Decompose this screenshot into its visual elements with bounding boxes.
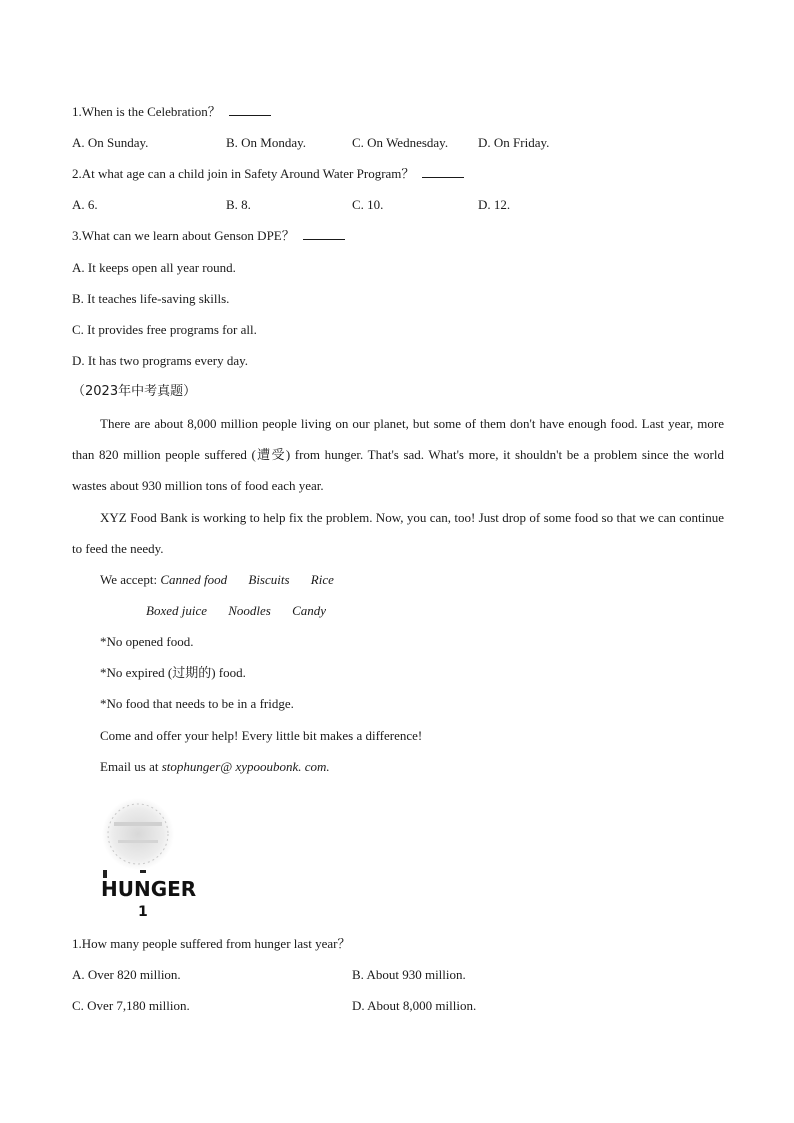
rule-no-expired: *No expired (过期的) food. bbox=[100, 665, 246, 680]
question-1-option-d: D. On Friday. bbox=[478, 135, 550, 150]
rule-no-fridge: *No food that needs to be in a fridge. bbox=[100, 696, 294, 711]
paragraph-1-text: There are about 8,000 million people living on our planet, but some of them don't have enough food. Last year, more than 820 million people suffered (遭受) from hunger. That's sad. What's more, it shouldn't be a problem since the world wastes about 930 million tons of food each year. bbox=[72, 416, 724, 493]
logo-circle bbox=[102, 798, 174, 870]
accept-item: Canned food bbox=[160, 572, 228, 587]
accept-item: Rice bbox=[310, 572, 334, 587]
accept-label: We accept: bbox=[100, 572, 158, 587]
email-line bbox=[100, 758, 330, 776]
accept-list-row-1 bbox=[100, 571, 334, 589]
question-3-option-c: C. It provides free programs for all. bbox=[72, 322, 257, 337]
rule-no-opened: *No opened food. bbox=[100, 634, 194, 649]
logo-subtext: 1 bbox=[138, 904, 148, 920]
question-3-option-a: A. It keeps open all year round. bbox=[72, 260, 236, 275]
question-2-option-d: D. 12. bbox=[478, 197, 511, 212]
hunger-logo-graphic bbox=[100, 792, 197, 920]
passage-question-1-stem: 1.How many people suffered from hunger last year？ bbox=[72, 936, 351, 951]
question-3-stem bbox=[72, 227, 345, 245]
question-3-option-b: B. It teaches life-saving skills. bbox=[72, 291, 230, 306]
accept-item: Noodles bbox=[228, 603, 271, 618]
passage-paragraph-1 bbox=[72, 408, 724, 501]
accept-item: Candy bbox=[292, 603, 327, 618]
question-3-text: 3.What can we learn about Genson DPE？ bbox=[72, 228, 295, 243]
question-2-stem bbox=[72, 165, 464, 183]
answer-blank bbox=[303, 227, 345, 240]
passage-question-1-option-c: C. Over 7,180 million. bbox=[72, 998, 190, 1013]
email-prefix: Email us at bbox=[100, 759, 162, 774]
question-2-option-c: C. 10. bbox=[352, 197, 384, 212]
question-1-option-c: C. On Wednesday. bbox=[352, 135, 449, 150]
passage-question-1-option-a: A. Over 820 million. bbox=[72, 967, 181, 982]
passage-question-1-option-b: B. About 930 million. bbox=[352, 967, 466, 982]
paragraph-2-text: XYZ Food Bank is working to help fix the problem. Now, you can, too! Just drop of some food so that we can continue to feed the needy. bbox=[72, 510, 724, 556]
question-1-option-b: B. On Monday. bbox=[226, 135, 307, 150]
question-1-text: 1.When is the Celebration？ bbox=[72, 104, 221, 119]
source-label: （2023年中考真题） bbox=[72, 384, 197, 399]
call-to-action: Come and offer your help! Every little bit makes a difference! bbox=[100, 728, 423, 743]
accept-list-row-2 bbox=[146, 602, 326, 620]
question-2-option-b: B. 8. bbox=[226, 197, 251, 212]
logo-text: HUNGER bbox=[101, 877, 197, 901]
accept-item: Boxed juice bbox=[146, 603, 207, 618]
question-3-option-d: D. It has two programs every day. bbox=[72, 353, 249, 368]
hunger-logo-image bbox=[100, 792, 197, 920]
passage-question-1-option-d: D. About 8,000 million. bbox=[352, 998, 477, 1013]
answer-blank bbox=[229, 103, 271, 116]
question-1-option-a: A. On Sunday. bbox=[72, 135, 149, 150]
answer-blank bbox=[422, 165, 464, 178]
question-2-option-a: A. 6. bbox=[72, 197, 98, 212]
question-2-text: 2.At what age can a child join in Safety Around Water Program？ bbox=[72, 166, 415, 181]
email-address[interactable]: stophunger@ xypooubonk. com. bbox=[161, 759, 330, 774]
question-1-stem bbox=[72, 103, 271, 121]
accept-item: Biscuits bbox=[248, 572, 290, 587]
passage-paragraph-2 bbox=[72, 502, 724, 564]
